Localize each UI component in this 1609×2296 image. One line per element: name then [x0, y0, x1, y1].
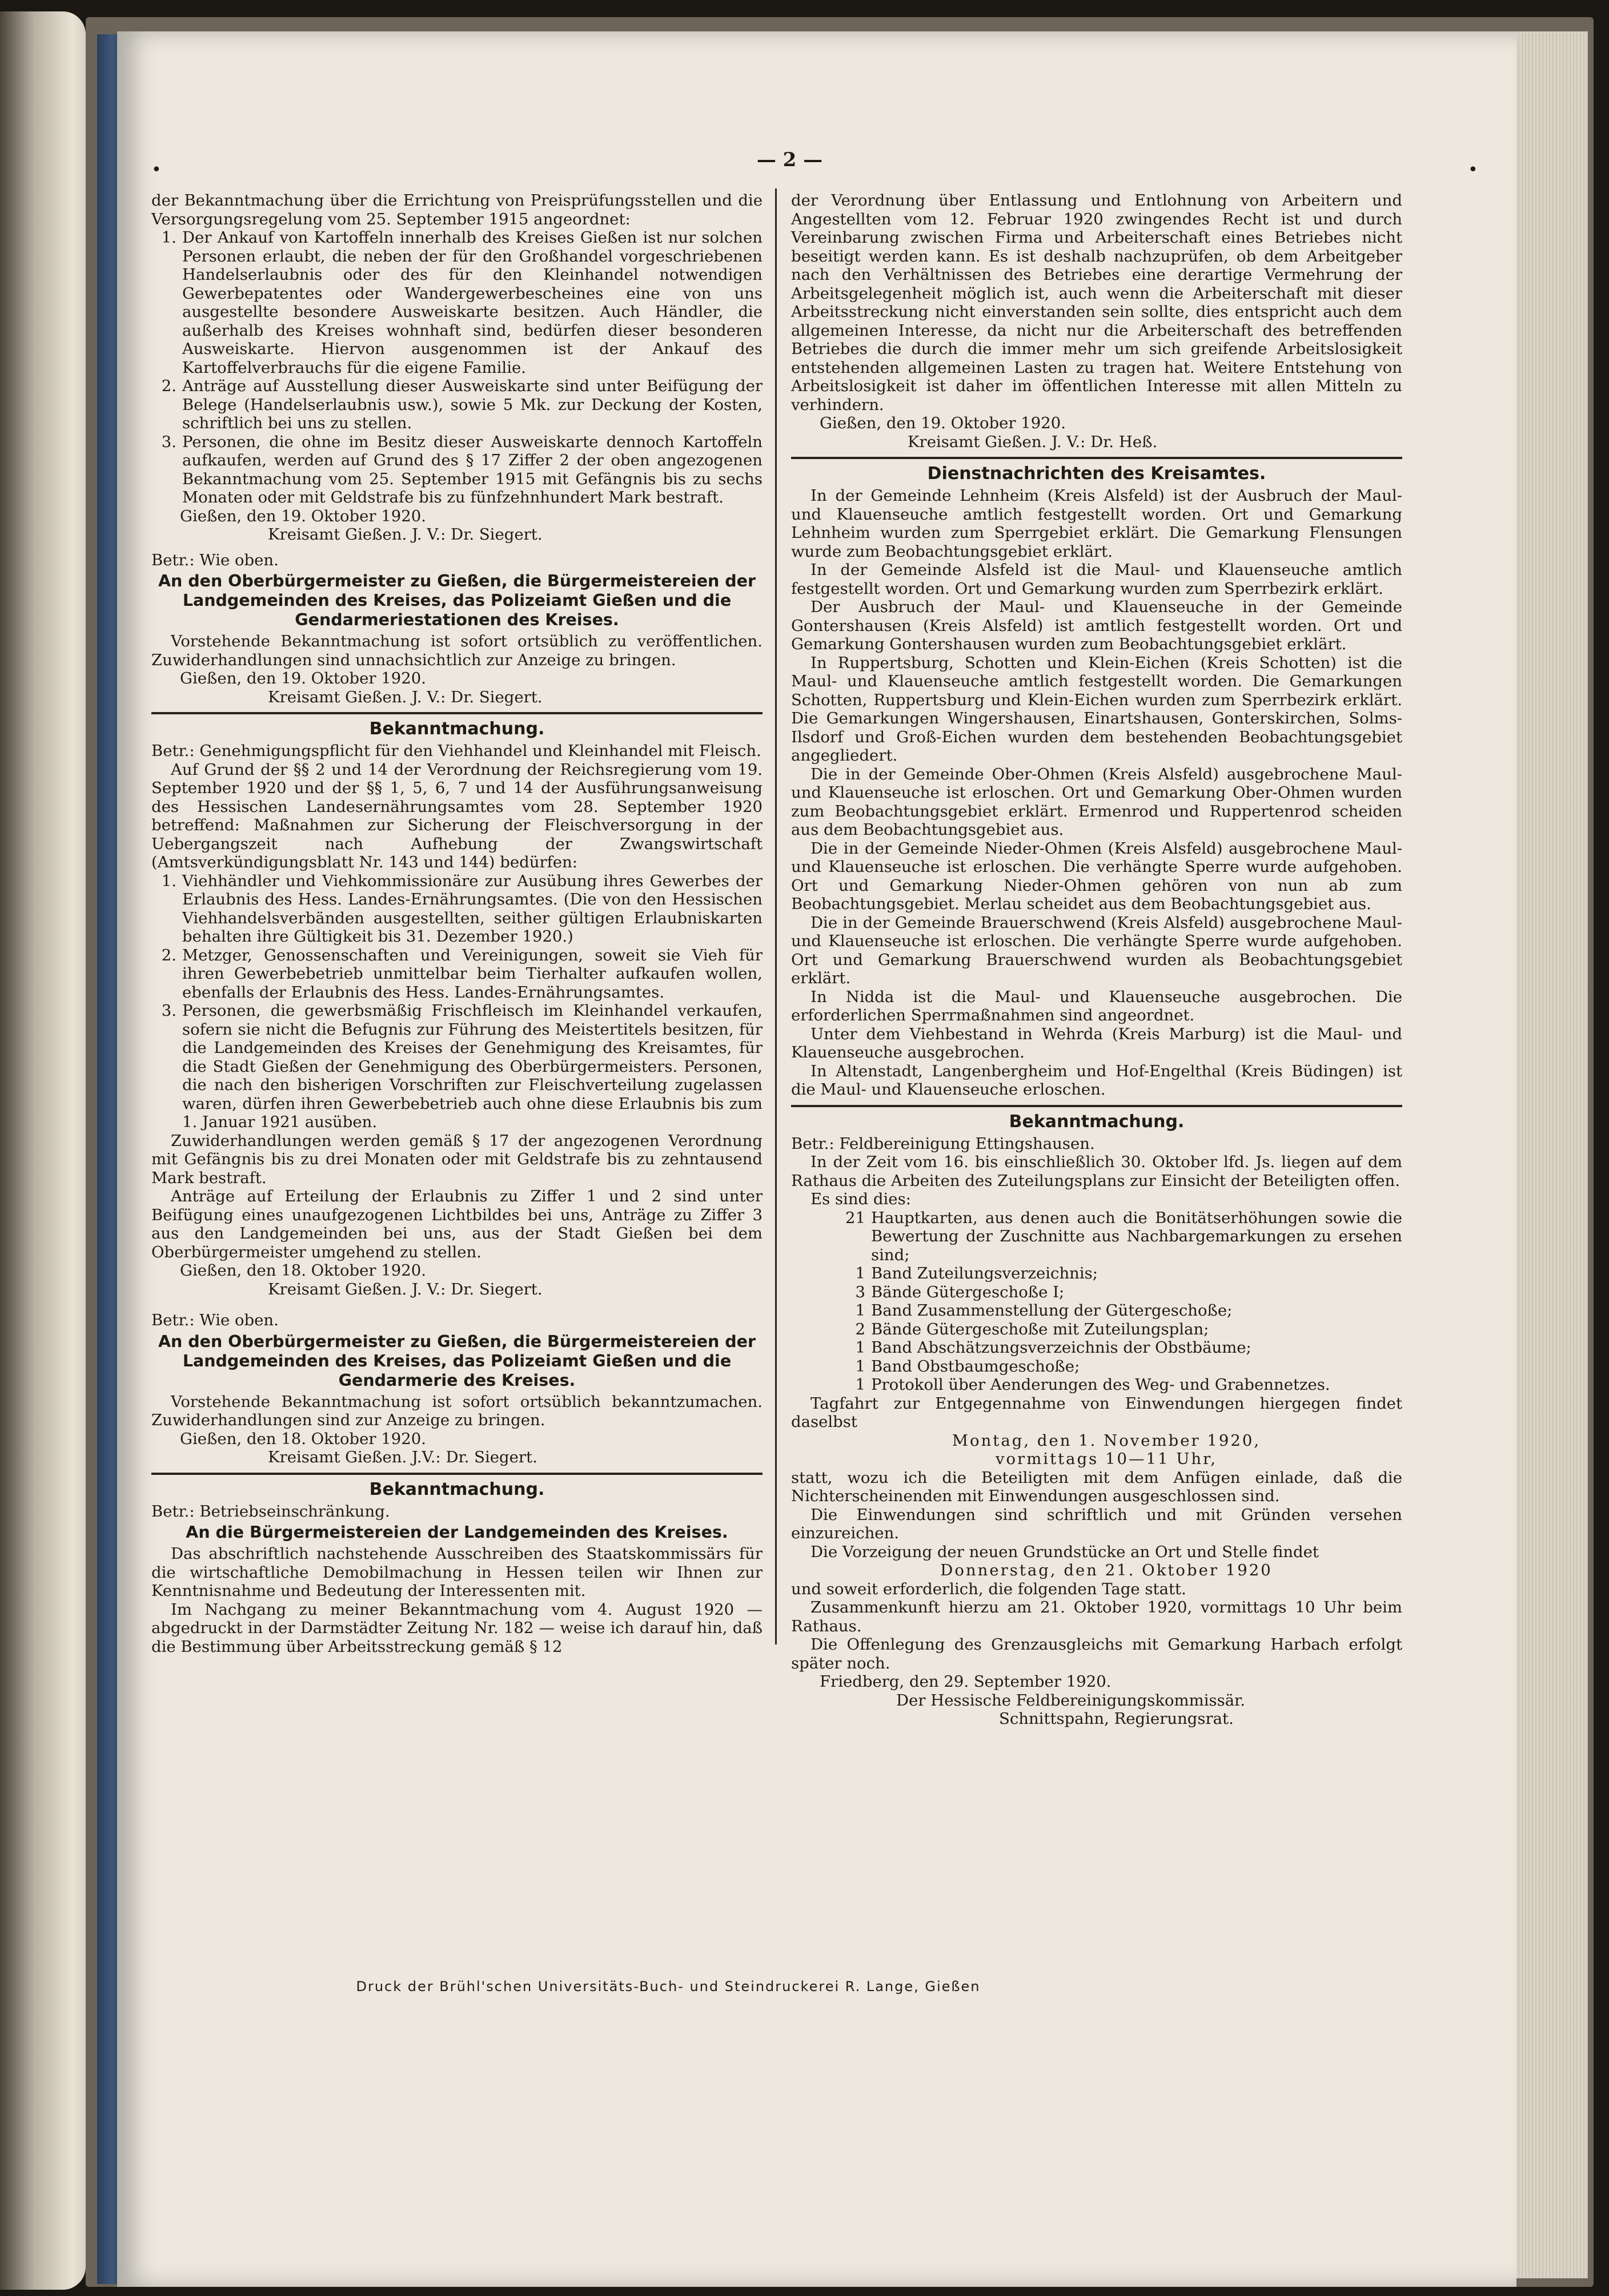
body-text: der Verordnung über Entlassung und Entlohnung von Arbeitern und Angestellten vom 12. Februar 1920 zwingendes Recht ist und durch Vereinbarung zwischen Firma und Arbeiterschaft eines Betriebes nicht beseitigt werden kann. Es ist deshalb nachzuprüfen, ob dem Arbeitgeber nach den Verhältnissen des Betriebes eine derartige Vermehrung der Arbeitsgelegenheit möglich ist, auch wenn die Arbeiterschaft mit dieser Arbeitsstreckung nicht einverstanden sein sollte, dies entspricht auch dem allgemeinen Interesse, da nicht nur die Arbeiterschaft des betreffenden Betriebes die durch die immer mehr um sich greifende Arbeitslosigkeit entstehenden allgemeinen Lasten zu tragen hat. Weitere Entstehung von Arbeitslosigkeit ist daher im öffentlichen Interesse mit allen Mitteln zu verhindern. — [791, 191, 1402, 414]
news-paragraph: Die in der Gemeinde Ober-Ohmen (Kreis Alsfeld) ausgebrochene Maul- und Klauenseuche ist erloschen. Ort und Gemarkung Ober-Ohmen wurden zum Beobachtungsgebiet erklärt. Ermenrod und Ruppertenrod scheiden aus dem Beobachtungsgebiet aus. — [791, 765, 1402, 839]
list-item — [814, 1264, 1402, 1283]
list-item — [814, 1376, 1402, 1394]
news-paragraph: Die in der Gemeinde Brauerschwend (Kreis Alsfeld) ausgebrochene Maul- und Klauenseuche ist erloschen. Die verhängte Sperre wurde aufgehoben. Ort und Gemarkung Brauerschwend wurden als Beobachtungsgebiet erklärt. — [791, 913, 1402, 987]
list-item — [151, 433, 763, 507]
item-text: Anträge auf Ausstellung dieser Ausweiskarte sind unter Beifügung der Belege (Handelserlaubnis usw.), sowie 5 Mk. zur Deckung der Kosten, schriftlich bei uns zu stellen. — [182, 377, 763, 432]
item-count: 1 — [855, 1376, 865, 1394]
item-text: Band Obstbaumgeschoße; — [871, 1357, 1080, 1376]
news-paragraph: In der Gemeinde Lehnheim (Kreis Alsfeld) ist der Ausbruch der Maul- und Klauenseuche amtlich festgestellt worden. Ort und Gemarkung Lehnheim wurden zum Sperrgebiet erklärt. Die Gemarkung Flensungen wurde zum Beobachtungsgebiet erklärt. — [791, 486, 1402, 561]
section-heading: Bekanntmachung. — [369, 719, 545, 739]
list-item — [814, 1301, 1402, 1320]
news-paragraph: Unter dem Viehbestand in Wehrda (Kreis Marburg) ist die Maul- und Klauenseuche ausgebrochen. — [791, 1024, 1402, 1061]
item-text: Bände Gütergeschoße mit Zuteilungsplan; — [871, 1320, 1209, 1338]
body-text: Es sind dies: — [810, 1190, 911, 1208]
item-count: 1 — [855, 1357, 865, 1376]
list-item — [151, 377, 763, 433]
list-item — [814, 1209, 1402, 1265]
signature-name: Kreisamt Gießen. J. V.: Dr. Siegert. — [268, 1280, 543, 1298]
news-paragraph: In Nidda ist die Maul- und Klauenseuche ausgebrochen. Die erforderlichen Sperrmaßnahmen sind angeordnet. — [791, 987, 1402, 1024]
body-text: Im Nachgang zu meiner Bekanntmachung vom 4. August 1920 — abgedruckt in der Darmstädter Zeitung Nr. 182 — weise ich darauf hin, daß die Bestimmung über Arbeitsstreckung gemäß § 12 — [151, 1600, 763, 1656]
item-text: Viehhändler und Viehkommissionäre zur Ausübung ihres Gewerbes der Erlaubnis des Hess. Landes-Ernährungsamtes. (Die von den Hessischen Viehhandelsverbänden ausgestellten, seither gültigen Erlaubniskarten behalten ihre Gültigkeit bis 31. Dezember 1920.) — [182, 871, 763, 946]
item-text: Der Ankauf von Kartoffeln innerhalb des Kreises Gießen ist nur solchen Personen erlaubt, die neben der für den Großhandel vorgeschriebenen Handelserlaubnis oder des für den Kleinhandel notwendigen Gewerbepatentes oder Wandergewerbescheines eine von uns ausgestellte besondere Ausweiskarte besitzen. Auch Händler, die außerhalb des Kreises wohnhaft sind, bedürfen dieser besonderen Ausweiskarte. Hiervon ausgenommen ist der Ankauf des Kartoffelverbrauchs für die eigene Familie. — [182, 228, 763, 377]
list-item — [151, 872, 763, 946]
item-text: Protokoll über Aenderungen des Weg- und Grabennetzes. — [871, 1376, 1330, 1394]
body-text: statt, wozu ich die Beteiligten mit dem Anfügen einlade, daß die Nichterscheinenden mit Einwendungen ausgeschlossen sind. — [791, 1468, 1402, 1505]
body-text: Die Offenlegung des Grenzausgleichs mit Gemarkung Harbach erfolgt später noch. — [791, 1635, 1402, 1672]
subject-line: Betr.: Genehmigungspflicht für den Viehhandel und Kleinhandel mit Fleisch. — [151, 742, 761, 760]
subject-line: Betr.: Wie oben. — [151, 550, 279, 569]
news-paragraph: Die in der Gemeinde Nieder-Ohmen (Kreis Alsfeld) ausgebrochene Maul- und Klauenseuche ist erloschen. Die verhängte Sperre wurde aufgehoben. Ort und Gemarkung Nieder-Ohmen gehören von nun ab zum Beobachtungsgebiet. Merlau scheidet aus dem Beobachtungsgebiet aus. — [791, 839, 1402, 913]
signature-title: Der Hessische Feldbereinigungskommissär. — [896, 1691, 1245, 1710]
signature-name: Kreisamt Gießen. J. V.: Dr. Siegert. — [268, 525, 543, 544]
body-text: Zuwiderhandlungen werden gemäß § 17 der angezogenen Verordnung mit Gefängnis bis zu drei Monaten oder mit Geldstrafe bis zu zehntausend Mark bestraft. — [151, 1131, 763, 1187]
item-count: 21 — [845, 1208, 865, 1227]
list-item — [151, 946, 763, 1002]
item-number: 2. — [161, 946, 176, 964]
item-number: 3. — [161, 1002, 176, 1020]
permit-rules — [151, 872, 763, 1132]
section-rule — [791, 1105, 1402, 1107]
list-item — [814, 1338, 1402, 1357]
left-column — [151, 191, 763, 1656]
subject-line: Betr.: Betriebseinschränkung. — [151, 1502, 390, 1521]
news-paragraph: In Altenstadt, Langenbergheim und Hof-Engelthal (Kreis Büdingen) ist die Maul- und Klauenseuche erloschen. — [791, 1061, 1402, 1099]
body-text: Die Einwendungen sind schriftlich und mit Gründen versehen einzureichen. — [791, 1505, 1402, 1542]
printer-imprint: Druck der Brühl'schen Universitäts-Buch- und Steindruckerei R. Lange, Gießen — [356, 1979, 981, 1995]
item-count: 2 — [855, 1320, 865, 1338]
column-divider — [775, 188, 777, 1644]
addressee-heading: An den Oberbürgermeister zu Gießen, die Bürgermeistereien der Landgemeinden des Kreises, das Polizeiamt Gießen und die Gendarmeriestationen des Kreises. — [158, 572, 756, 629]
subject-line: Betr.: Feldbereinigung Ettingshausen. — [791, 1134, 1095, 1153]
item-number: 3. — [161, 432, 176, 451]
list-item — [814, 1357, 1402, 1376]
margin-mark: • — [151, 160, 162, 180]
signature-place-date: Gießen, den 18. Oktober 1920. — [180, 1429, 426, 1448]
list-item — [814, 1320, 1402, 1339]
item-text: Bände Gütergeschoße I; — [871, 1282, 1065, 1301]
signature-place-date: Gießen, den 19. Oktober 1920. — [180, 669, 426, 687]
item-text: Personen, die ohne im Besitz dieser Ausweiskarte dennoch Kartoffeln aufkaufen, werden auf Grund des § 17 Ziffer 2 der oben angezogenen Bekanntmachung vom 25. September 1915 mit Gefängnis bis zu sechs Monaten oder mit Geldstrafe bis zu fünfzehnhundert Mark bestraft. — [182, 432, 763, 506]
item-text: Band Zuteilungsverzeichnis; — [871, 1264, 1098, 1282]
item-number: 2. — [161, 377, 176, 395]
news-paragraph: Der Ausbruch der Maul- und Klauenseuche in der Gemeinde Gontershausen (Kreis Alsfeld) ist amtlich festgestellt worden. Ort und Gemarkung Gontershausen wurden zum Beobachtungsgebiet erklärt. — [791, 598, 1402, 653]
news-paragraph: In Ruppertsburg, Schotten und Klein-Eichen (Kreis Schotten) ist die Maul- und Klauenseuche amtlich festgestellt worden. Die Gemarkungen Schotten, Ruppertsburg und Klein-Eichen wurden zum Sperrbezirk erklärt. Die Gemarkungen Wingershausen, Einartshausen, Gonterskirchen, Solms-Ilsdorf und Groß-Eichen wurden dem bestehenden Beobachtungsgebiet angegliedert. — [791, 653, 1402, 765]
section-rule — [791, 457, 1402, 459]
item-text: Metzger, Genossenschaften und Vereinigungen, soweit sie Vieh für ihren Gewerbebetrieb unmittelbar beim Tierhalter aufkaufen wollen, ebenfalls der Erlaubnis des Hess. Landes-Ernährungsamtes. — [182, 946, 763, 1002]
section-heading: Dienstnachrichten des Kreisamtes. — [927, 464, 1266, 484]
body-text: In der Zeit vom 16. bis einschließlich 30. Oktober lfd. Js. liegen auf dem Rathaus die Arbeiten des Zuteilungsplans zur Einsicht der Beteiligten offen. — [791, 1153, 1402, 1190]
body-text: Vorstehende Bekanntmachung ist sofort ortsüblich bekanntzumachen. Zuwiderhandlungen sind zur Anzeige zu bringen. — [151, 1392, 763, 1429]
signature-name: Kreisamt Gießen. J. V.: Dr. Siegert. — [268, 687, 543, 706]
section-heading: Bekanntmachung. — [1009, 1111, 1185, 1132]
body-text: Tagfahrt zur Entgegennahme von Einwendungen hiergegen findet daselbst — [791, 1394, 1402, 1431]
section-heading: Bekanntmachung. — [369, 1479, 545, 1499]
list-item — [814, 1283, 1402, 1302]
appointment-date: Donnerstag, den 21. Oktober 1920 — [940, 1561, 1273, 1579]
kartoffel-rules — [151, 228, 763, 507]
body-text: Anträge auf Erteilung der Erlaubnis zu Ziffer 1 und 2 sind unter Beifügung eines unaufgezogenen Lichtbildes bei uns, Anträge zu Ziffer 3 aus den Landgemeinden bei uns, aus der Stadt Gießen bei dem Oberbürgermeister umgehend zu stellen. — [151, 1187, 763, 1261]
item-text: Personen, die gewerbsmäßig Frischfleisch im Kleinhandel verkaufen, sofern sie nicht die Befugnis zur Führung des Meistertitels besitzen, für die Landgemeinden des Kreises der Genehmigung des Kreisamtes, für die Stadt Gießen der Genehmigung des Oberbürgermeisters. Personen, die nach den bisherigen Vorschriften zur Fleischverteilung zugelassen waren, dürfen ihren Gewerbebetrieb auch ohne diese Erlaubnis bis zum 1. Januar 1921 ausüben. — [182, 1002, 763, 1131]
left-page-edge — [0, 11, 86, 2290]
item-number: 1. — [161, 228, 176, 247]
list-item — [151, 1002, 763, 1132]
signature-place-date: Friedberg, den 29. September 1920. — [820, 1672, 1112, 1691]
document-list — [791, 1209, 1402, 1394]
page-edges — [1516, 31, 1588, 2278]
item-count: 3 — [855, 1282, 865, 1301]
body-text: Die Vorzeigung der neuen Grundstücke an Ort und Stelle findet — [810, 1542, 1319, 1561]
item-count: 1 — [855, 1264, 865, 1282]
item-text: Hauptkarten, aus denen auch die Bonitätserhöhungen sowie die Bewertung der Zuschnitte aus Nachbargemarkungen zu ersehen sind; — [871, 1208, 1402, 1264]
appointment-date: Montag, den 1. November 1920, — [952, 1431, 1261, 1450]
body-text: und soweit erforderlich, die folgenden Tage statt. — [791, 1579, 1186, 1598]
body-text: Vorstehende Bekanntmachung ist sofort ortsüblich zu veröffentlichen. Zuwiderhandlungen sind unnachsichtlich zur Anzeige zu bringen. — [151, 632, 763, 669]
item-text: Band Abschätzungsverzeichnis der Obstbäume; — [871, 1338, 1251, 1357]
right-column — [791, 191, 1402, 1728]
list-item — [151, 228, 763, 377]
item-count: 1 — [855, 1338, 865, 1357]
intro-text: der Bekanntmachung über die Errichtung von Preisprüfungsstellen und die Versorgungsregelung vom 25. September 1915 angeordnet: — [151, 191, 763, 228]
section-rule — [151, 712, 763, 714]
subject-line: Betr.: Wie oben. — [151, 1311, 279, 1329]
margin-mark: • — [1468, 160, 1478, 180]
signature-name: Kreisamt Gießen. J.V.: Dr. Siegert. — [268, 1448, 537, 1466]
signature-place-date: Gießen, den 18. Oktober 1920. — [180, 1261, 426, 1280]
body-text: Auf Grund der §§ 2 und 14 der Verordnung der Reichsregierung vom 19. September 1920 und der §§ 1, 5, 6, 7 und 14 der Ausführungsanweisung des Hessischen Landesernährungsamtes vom 28. September 1920 betreffend: Maßnahmen zur Sicherung der Fleischversorgung in der Uebergangszeit nach Aufhebung der Zwangswirtschaft (Amtsverkündigungsblatt Nr. 143 und 144) bedürfen: — [151, 760, 763, 871]
page-number: — 2 — — [756, 148, 823, 171]
signature-place-date: Gießen, den 19. Oktober 1920. — [820, 414, 1066, 432]
body-text: Zusammenkunft hierzu am 21. Oktober 1920, vormittags 10 Uhr beim Rathaus. — [791, 1598, 1402, 1635]
addressee-heading: An die Bürgermeistereien der Landgemeinden des Kreises. — [186, 1523, 728, 1542]
body-text: Das abschriftlich nachstehende Ausschreiben des Staatskommissärs für die wirtschaftliche Demobilmachung in Hessen teilen wir Ihnen zur Kenntnisnahme und Bedeutung der Interessenten mit. — [151, 1545, 763, 1600]
item-count: 1 — [855, 1301, 865, 1320]
signature-name: Schnittspahn, Regierungsrat. — [999, 1710, 1234, 1728]
section-rule — [151, 1473, 763, 1475]
news-paragraph: In der Gemeinde Alsfeld ist die Maul- und Klauenseuche amtlich festgestellt worden. Ort und Gemarkung wurden zum Sperrbezirk erklärt. — [791, 561, 1402, 598]
addressee-heading: An den Oberbürgermeister zu Gießen, die Bürgermeistereien der Landgemeinden des Kreises, das Polizeiamt Gießen und die Gendarmerie des Kreises. — [158, 1332, 756, 1390]
item-number: 1. — [161, 871, 176, 890]
item-text: Band Zusammenstellung der Gütergeschoße; — [871, 1301, 1233, 1320]
signature-name: Kreisamt Gießen. J. V.: Dr. Heß. — [908, 432, 1158, 451]
appointment-time: vormittags 10—11 Uhr, — [995, 1450, 1218, 1468]
signature-place-date: Gießen, den 19. Oktober 1920. — [180, 506, 426, 525]
text-sheet — [151, 143, 1428, 2027]
